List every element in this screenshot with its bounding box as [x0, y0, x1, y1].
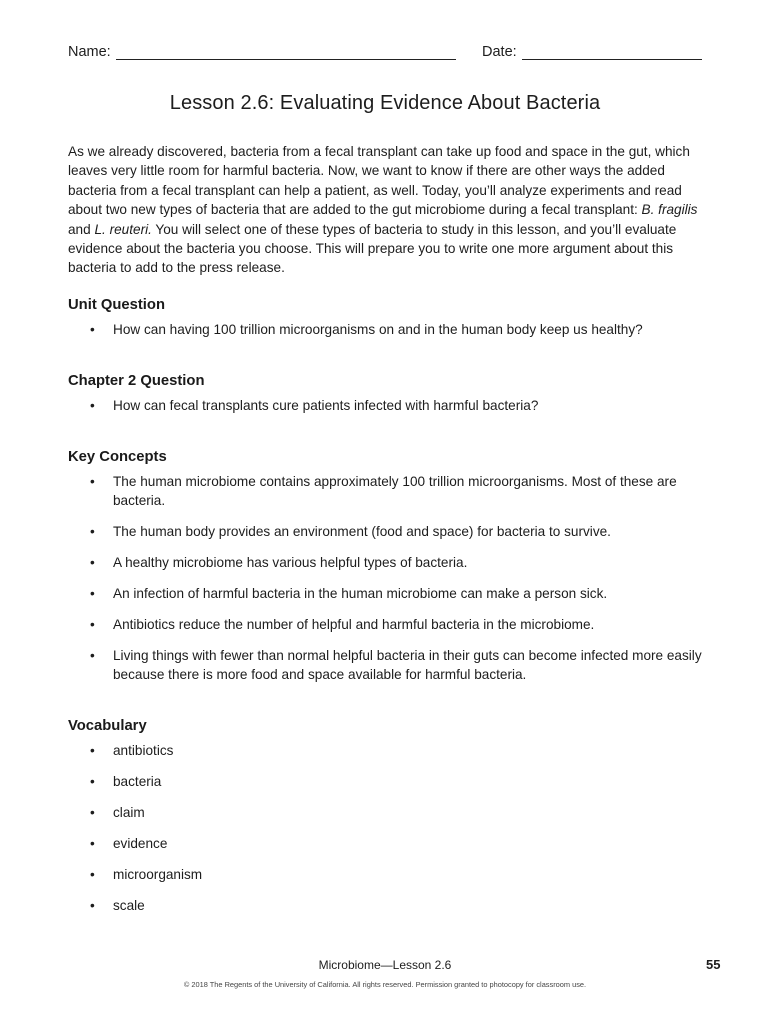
name-label: Name:: [68, 44, 111, 60]
bullet-mark: •: [90, 805, 95, 820]
list-item: [68, 553, 708, 572]
list-item: [68, 772, 708, 791]
list-item-text: bacteria: [113, 774, 162, 789]
bullet-mark: •: [90, 743, 95, 758]
bullet-mark: •: [90, 474, 95, 489]
chapter-question-section: [68, 372, 708, 427]
bullet-mark: •: [90, 524, 95, 539]
bullet-mark: •: [90, 617, 95, 632]
date-label: Date:: [482, 44, 517, 60]
chapter-question-heading: Chapter 2 Question: [68, 373, 205, 389]
list-item-text: antibiotics: [113, 743, 174, 758]
list-item-text: An infection of harmful bacteria in the human microbiome can make a person sick.: [113, 586, 608, 601]
list-item-text: A healthy microbiome has various helpful types of bacteria.: [113, 555, 468, 570]
vocabulary-heading: Vocabulary: [68, 718, 147, 734]
bullet-mark: •: [90, 867, 95, 882]
list-item-text: microorganism: [113, 867, 203, 882]
list-item-text: How can having 100 trillion microorganisms on and in the human body keep us healthy?: [113, 322, 643, 337]
list-item: [68, 522, 708, 541]
footer-lesson-label: Microbiome—Lesson 2.6: [318, 958, 452, 972]
species-l-reuteri: L. reuteri.: [94, 221, 152, 237]
list-item: [68, 320, 708, 339]
page-number: 55: [706, 957, 721, 972]
bullet-mark: •: [90, 648, 95, 663]
key-concepts-list: [68, 472, 708, 684]
unit-question-section: [68, 296, 708, 351]
intro-and: and: [68, 221, 95, 237]
list-item: [68, 472, 708, 510]
list-item-text: Antibiotics reduce the number of helpful and harmful bacteria in the microbiome.: [113, 617, 595, 632]
key-concepts-heading: Key Concepts: [68, 449, 167, 465]
list-item-text: How can fecal transplants cure patients infected with harmful bacteria?: [113, 398, 539, 413]
vocabulary-list: [68, 741, 708, 915]
list-item: [68, 396, 708, 415]
copyright-notice: © 2018 The Regents of the University of California. All rights reserved. Permission granted to photocopy for classroom use.: [183, 980, 587, 989]
bullet-mark: •: [90, 898, 95, 913]
list-item-text: Living things with fewer than normal helpful bacteria in their guts can become infected more easily because there is more food and space available for harmful bacteria.: [113, 648, 702, 682]
list-item-text: The human microbiome contains approximately 100 trillion microorganisms. Most of these are bacteria.: [113, 474, 677, 508]
list-item-text: claim: [113, 805, 145, 820]
list-item-text: evidence: [113, 836, 168, 851]
list-item: [68, 741, 708, 760]
key-concepts-section: [68, 448, 708, 696]
lesson-title: Lesson 2.6: Evaluating Evidence About Bacteria: [169, 92, 601, 114]
list-item: [68, 803, 708, 822]
list-item: [68, 584, 708, 603]
list-item-text: scale: [113, 898, 145, 913]
bullet-mark: •: [90, 836, 95, 851]
bullet-mark: •: [90, 398, 95, 413]
unit-question-heading: Unit Question: [68, 297, 165, 313]
name-date-header: [68, 44, 708, 64]
vocabulary-section: [68, 717, 708, 927]
list-item: [68, 865, 708, 884]
intro-paragraph: [68, 142, 708, 278]
species-b-fragilis: B. fragilis: [641, 202, 698, 218]
bullet-mark: •: [90, 774, 95, 789]
bullet-mark: •: [90, 586, 95, 601]
date-blank-line: [522, 59, 702, 60]
name-blank-line: [116, 59, 456, 60]
intro-text-part2: You will select one of these types of bacteria to study in this lesson, and you’ll evaluate evidence about the bacteria you choose. This will prepare you to write one more argument about this bacteria to add to the press release.: [68, 221, 677, 276]
chapter-question-list: [68, 396, 708, 415]
bullet-mark: •: [90, 555, 95, 570]
unit-question-list: [68, 320, 708, 339]
bullet-mark: •: [90, 322, 95, 337]
list-item: [68, 615, 708, 634]
list-item: [68, 834, 708, 853]
list-item: [68, 896, 708, 915]
list-item-text: The human body provides an environment (food and space) for bacteria to survive.: [113, 524, 611, 539]
list-item: [68, 646, 708, 684]
intro-text-part1: As we already discovered, bacteria from a fecal transplant can take up food and space in the gut, which leaves very little room for harmful bacteria. Now, we want to know if there are other ways the added bacteria from a fecal transplant can help a patient, as well. Today, you’ll analyze experiments and read about two new types of bacteria that are added to the gut microbiome during a fecal transplant:: [68, 144, 690, 218]
